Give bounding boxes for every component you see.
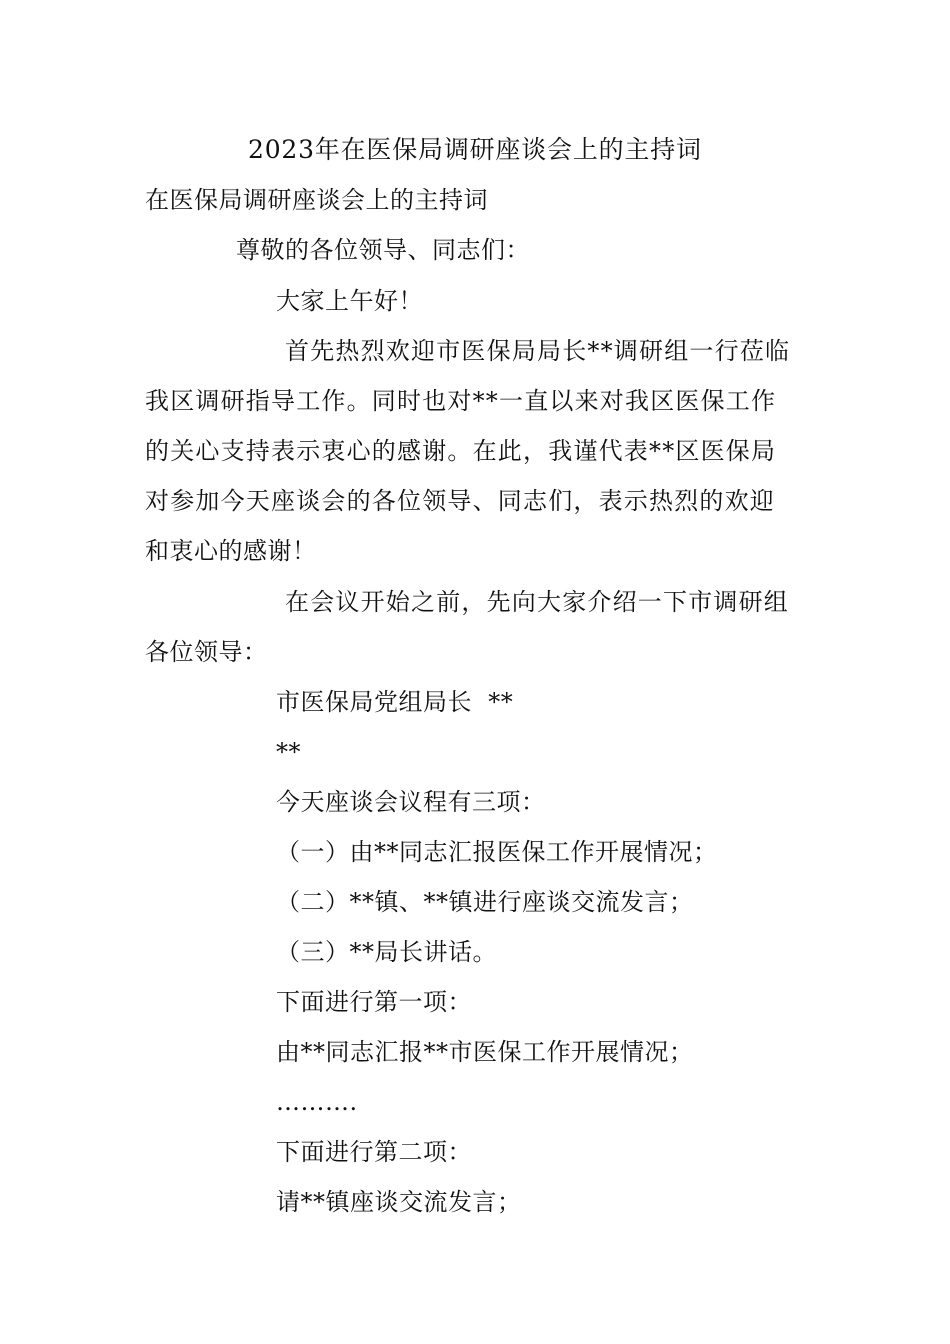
paragraph1-line: 我区调研指导工作。同时也对**一直以来对我区医保工作 [145,387,777,415]
greeting: 大家上午好！ [276,287,423,315]
paragraph1-line: 的关心支持表示衷心的感谢。在此，我谨代表**区医保局 [145,437,777,465]
step-heading: 下面进行第一项： [276,988,472,1016]
agenda-intro: 今天座谈会议程有三项： [276,788,546,816]
paragraph2-line: 各位领导： [145,638,268,666]
step-detail: 由**同志汇报**市医保工作开展情况； [276,1038,694,1066]
ellipsis: ………. [276,1088,358,1116]
paragraph1-line: 和衷心的感谢！ [145,537,317,565]
step-heading: 下面进行第二项： [276,1138,472,1166]
paragraph2-line: 在会议开始之前，先向大家介绍一下市调研组 [285,588,789,616]
step-detail: 请**镇座谈交流发言； [276,1188,522,1216]
paragraph1-line: 对参加今天座谈会的各位领导、同志们，表示热烈的欢迎 [145,487,775,515]
agenda-item: （三）**局长讲话。 [276,938,497,966]
paragraph1-line: 首先热烈欢迎市医保局局长**调研组一行莅临 [285,337,791,365]
leader-title: 市医保局党组局长 ** [276,688,514,716]
salutation: 尊敬的各位领导、同志们： [236,236,530,264]
agenda-item: （二）**镇、**镇进行座谈交流发言； [276,888,694,916]
agenda-item: （一）由**同志汇报医保工作开展情况； [276,838,718,866]
subtitle: 在医保局调研座谈会上的主持词 [145,186,488,214]
page-title: 2023年在医保局调研座谈会上的主持词 [248,135,702,164]
leader-name: ** [276,738,301,766]
